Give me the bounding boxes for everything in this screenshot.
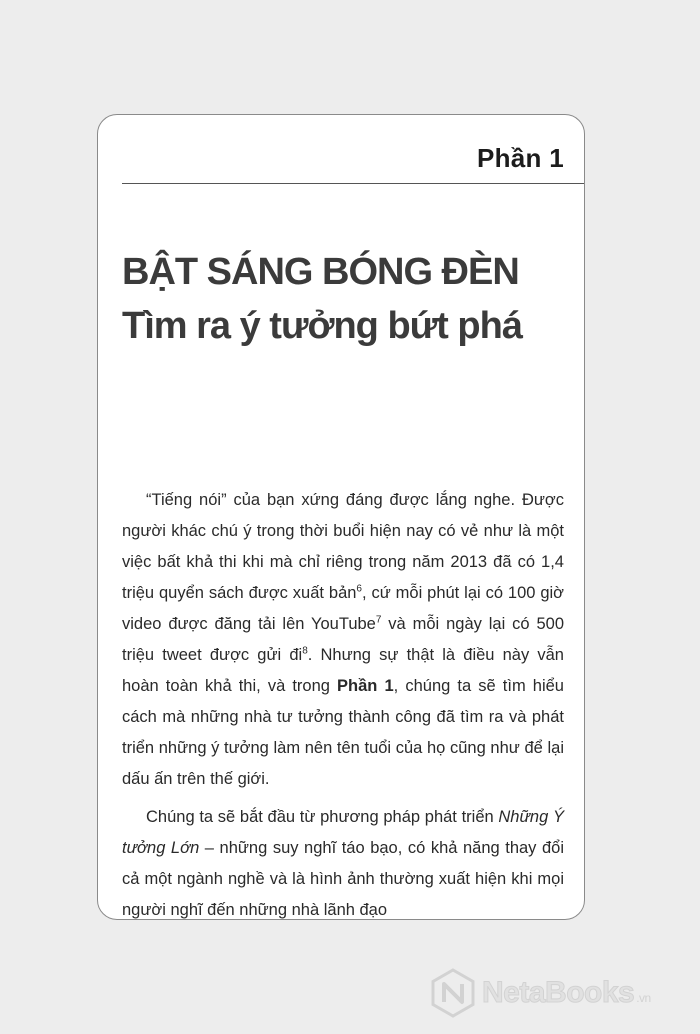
chapter-title-line-1: BẬT SÁNG BÓNG ĐÈN	[122, 251, 519, 293]
chapter-title	[122, 245, 522, 353]
watermark-suffix: .vn	[636, 991, 651, 1005]
p1-text-5: , chúng ta sẽ tìm hiểu cách mà những nhà tư tưởng thành công đã tìm ra và phát triển những ý tưởng làm nên tên tuổi của họ cũng như để lại dấu ấn trên thế giới.	[122, 677, 564, 788]
watermark-brand-name: NetaBooks	[482, 976, 635, 1009]
p2-italic-term: Những Ý tưởng Lớn	[122, 808, 564, 857]
part-divider	[122, 183, 584, 184]
p2-text-1: Chúng ta sẽ bắt đầu từ phương pháp phát triển	[146, 808, 499, 826]
p1-text-4: . Nhưng sự thật là điều này vẫn hoàn toàn khả thi, và trong	[122, 646, 564, 695]
chapter-subtitle: Tìm ra ý tưởng bứt phá	[122, 305, 522, 347]
p1-text-3: và mỗi ngày lại có 500 triệu tweet được gửi đi	[122, 615, 564, 664]
p1-bold-part: Phần 1	[337, 677, 394, 695]
netabooks-hexagon-logo-icon	[430, 968, 476, 1018]
p2-text-2: – những suy nghĩ táo bạo, có khả năng thay đổi cả một ngành nghề và là hình ảnh thường xuất hiện khi mọi người nghĩ đến những nhà lãnh đạo	[122, 839, 565, 919]
book-page	[97, 114, 585, 920]
p1-text-2: , cứ mỗi phút lại có 100 giờ video được đăng tải lên YouTube	[122, 584, 564, 633]
body-text	[122, 485, 564, 920]
paragraph-1	[122, 485, 564, 795]
footnote-ref-6: 6	[356, 583, 362, 595]
p1-text-1: “Tiếng nói” của bạn xứng đáng được lắng nghe. Được người khác chú ý trong thời buổi hiện nay có vẻ như là một việc bất khả thi khi mà chỉ riêng trong năm 2013 đã có 1,4 triệu quyển sách được xuất bản	[122, 491, 564, 602]
footnote-ref-8: 8	[302, 645, 308, 657]
watermark-brand	[482, 976, 651, 1010]
part-label: Phần 1	[476, 143, 564, 173]
footnote-ref-7: 7	[375, 614, 382, 626]
paragraph-2	[122, 802, 564, 920]
watermark	[430, 968, 651, 1018]
